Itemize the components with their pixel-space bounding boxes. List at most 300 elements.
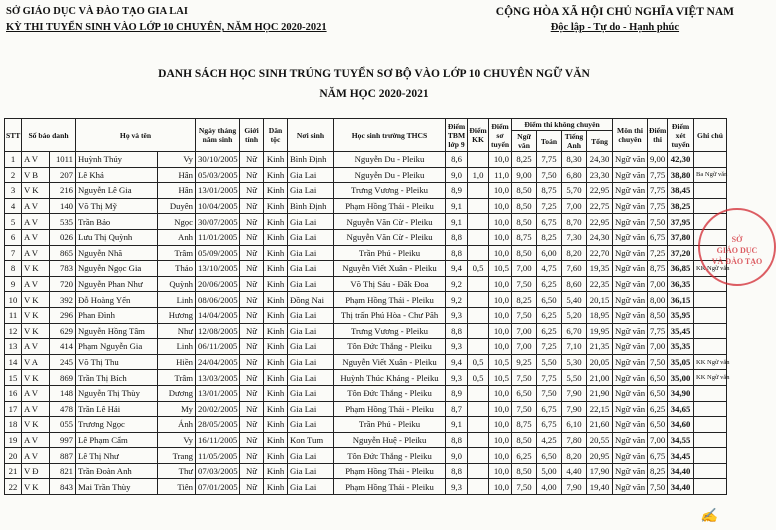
cell-sex: Nữ — [240, 214, 264, 230]
cell-note — [694, 292, 727, 308]
cell-sbd_a: V B — [22, 167, 50, 183]
cell-kk — [468, 463, 489, 479]
cell-eng: 5,40 — [562, 292, 587, 308]
cell-math: 7,75 — [537, 370, 562, 386]
cell-note — [694, 183, 727, 199]
cell-lit: 6,25 — [512, 448, 537, 464]
cell-dob: 13/10/2005 — [196, 261, 240, 277]
cell-sum: 18,95 — [587, 307, 613, 323]
cell-prelim: 10,0 — [489, 214, 512, 230]
cell-dob: 12/08/2005 — [196, 323, 240, 339]
cell-prelim: 10,0 — [489, 292, 512, 308]
cell-dob: 28/05/2005 — [196, 417, 240, 433]
cell-ethnic: Kinh — [264, 214, 288, 230]
cell-total: 38,45 — [668, 183, 694, 199]
cell-kk: 0,5 — [468, 370, 489, 386]
cell-subj: Ngữ văn — [613, 167, 648, 183]
cell-sum: 22,75 — [587, 198, 613, 214]
cell-eng: 8,70 — [562, 214, 587, 230]
cell-sex: Nữ — [240, 229, 264, 245]
cell-total: 34,45 — [668, 448, 694, 464]
cell-subj: Ngữ văn — [613, 307, 648, 323]
cell-stt: 16 — [5, 385, 22, 401]
cell-last: Như — [158, 323, 196, 339]
cell-spec: 7,50 — [648, 214, 668, 230]
cell-place: Gia Lai — [288, 183, 334, 199]
cell-lit: 8,75 — [512, 417, 537, 433]
cell-place: Gia Lai — [288, 214, 334, 230]
cell-lit: 8,75 — [512, 229, 537, 245]
cell-kk — [468, 401, 489, 417]
cell-subj: Ngữ văn — [613, 339, 648, 355]
cell-ethnic: Kinh — [264, 463, 288, 479]
cell-ethnic: Kinh — [264, 167, 288, 183]
cell-lit: 8,50 — [512, 214, 537, 230]
col-prelim: Điểm sơ tuyển — [489, 119, 512, 152]
cell-ethnic: Kinh — [264, 354, 288, 370]
cell-kk: 1,0 — [468, 167, 489, 183]
col-eng: Tiếng Anh — [562, 131, 587, 152]
cell-dob: 13/01/2005 — [196, 183, 240, 199]
cell-last: Hiền — [158, 354, 196, 370]
cell-math: 6,25 — [537, 323, 562, 339]
cell-sex: Nữ — [240, 385, 264, 401]
cell-note — [694, 417, 727, 433]
cell-last: Thư — [158, 463, 196, 479]
cell-last: Ánh — [158, 417, 196, 433]
cell-school: Nguyễn Văn Cừ - Pleiku — [334, 229, 446, 245]
col-sbd: Số báo danh — [22, 119, 76, 152]
cell-sbd_b: 1011 — [50, 152, 76, 168]
cell-ethnic: Kinh — [264, 229, 288, 245]
cell-sbd_b: 026 — [50, 229, 76, 245]
cell-sum: 19,40 — [587, 479, 613, 495]
cell-school: Trưng Vương - Pleiku — [334, 183, 446, 199]
cell-stt: 17 — [5, 401, 22, 417]
cell-school: Phạm Hồng Thái - Pleiku — [334, 198, 446, 214]
cell-spec: 6,25 — [648, 401, 668, 417]
cell-stt: 10 — [5, 292, 22, 308]
table-row — [5, 463, 727, 479]
table-row — [5, 401, 727, 417]
cell-spec: 8,75 — [648, 261, 668, 277]
cell-gpa: 9,4 — [446, 261, 468, 277]
cell-ethnic: Kinh — [264, 479, 288, 495]
cell-eng: 4,40 — [562, 463, 587, 479]
cell-sbd_b: 720 — [50, 276, 76, 292]
cell-last: My — [158, 401, 196, 417]
cell-sbd_b: 478 — [50, 401, 76, 417]
cell-total: 38,25 — [668, 198, 694, 214]
cell-gpa: 9,0 — [446, 167, 468, 183]
cell-total: 42,30 — [668, 152, 694, 168]
cell-spec: 7,00 — [648, 432, 668, 448]
cell-ethnic: Kinh — [264, 323, 288, 339]
cell-spec: 7,75 — [648, 167, 668, 183]
table-row — [5, 339, 727, 355]
cell-spec: 7,00 — [648, 339, 668, 355]
cell-lit: 9,25 — [512, 354, 537, 370]
cell-note — [694, 307, 727, 323]
cell-sbd_a: V K — [22, 370, 50, 386]
cell-kk: 0,5 — [468, 261, 489, 277]
col-total: Điểm xét tuyển — [668, 119, 694, 152]
cell-last: Dương — [158, 385, 196, 401]
cell-total: 34,40 — [668, 463, 694, 479]
cell-school: Nguyễn Viết Xuân - Pleiku — [334, 261, 446, 277]
cell-lit: 8,25 — [512, 292, 537, 308]
table-row — [5, 417, 727, 433]
col-lit: Ngữ văn — [512, 131, 537, 152]
cell-total: 37,80 — [668, 229, 694, 245]
cell-school: Trần Phú - Pleiku — [334, 417, 446, 433]
cell-first: Nguyễn Ngọc Gia — [76, 261, 158, 277]
cell-sbd_a: A V — [22, 339, 50, 355]
cell-note — [694, 401, 727, 417]
cell-last: Vy — [158, 432, 196, 448]
cell-sbd_a: A V — [22, 276, 50, 292]
table-row — [5, 198, 727, 214]
cell-sbd_a: A V — [22, 401, 50, 417]
cell-first: Lê Phạm Cẩm — [76, 432, 158, 448]
table-row — [5, 183, 727, 199]
cell-sex: Nữ — [240, 307, 264, 323]
exam-name: KỲ THI TUYỂN SINH VÀO LỚP 10 CHUYÊN, NĂM HỌC 2020-2021 — [6, 22, 327, 33]
cell-sum: 20,55 — [587, 432, 613, 448]
cell-sbd_a: A V — [22, 198, 50, 214]
signature-mark: ✍ — [700, 509, 718, 524]
cell-sex: Nữ — [240, 463, 264, 479]
cell-total: 35,35 — [668, 339, 694, 355]
cell-kk — [468, 479, 489, 495]
cell-total: 37,95 — [668, 214, 694, 230]
cell-lit: 7,50 — [512, 370, 537, 386]
cell-dob: 16/11/2005 — [196, 432, 240, 448]
cell-gpa: 9,3 — [446, 479, 468, 495]
cell-total: 36,15 — [668, 292, 694, 308]
cell-sbd_b: 207 — [50, 167, 76, 183]
cell-math: 6,75 — [537, 417, 562, 433]
cell-lit: 8,50 — [512, 245, 537, 261]
cell-eng: 6,80 — [562, 167, 587, 183]
cell-first: Trần Bảo — [76, 214, 158, 230]
cell-stt: 8 — [5, 261, 22, 277]
cell-note — [694, 479, 727, 495]
cell-place: Gia Lai — [288, 339, 334, 355]
cell-kk — [468, 448, 489, 464]
cell-school: Trưng Vương - Pleiku — [334, 323, 446, 339]
cell-sbd_b: 055 — [50, 417, 76, 433]
cell-total: 35,45 — [668, 323, 694, 339]
cell-eng: 6,70 — [562, 323, 587, 339]
cell-sbd_b: 296 — [50, 307, 76, 323]
cell-ethnic: Kinh — [264, 432, 288, 448]
cell-school: Phạm Hồng Thái - Pleiku — [334, 401, 446, 417]
cell-kk — [468, 245, 489, 261]
cell-place: Gia Lai — [288, 307, 334, 323]
cell-total: 36,35 — [668, 276, 694, 292]
cell-subj: Ngữ văn — [613, 370, 648, 386]
cell-ethnic: Kinh — [264, 292, 288, 308]
cell-subj: Ngữ văn — [613, 152, 648, 168]
cell-math: 7,50 — [537, 167, 562, 183]
cell-total: 34,90 — [668, 385, 694, 401]
cell-eng: 8,60 — [562, 276, 587, 292]
cell-prelim: 11,0 — [489, 167, 512, 183]
cell-sbd_a: A V — [22, 229, 50, 245]
student-table — [4, 118, 730, 495]
cell-note — [694, 463, 727, 479]
cell-prelim: 10,0 — [489, 229, 512, 245]
table-row — [5, 261, 727, 277]
cell-first: Trần Thị Bích — [76, 370, 158, 386]
cell-spec: 9,00 — [648, 152, 668, 168]
cell-dob: 11/05/2005 — [196, 448, 240, 464]
cell-ethnic: Kinh — [264, 183, 288, 199]
cell-spec: 8,00 — [648, 292, 668, 308]
cell-prelim: 10,0 — [489, 323, 512, 339]
cell-kk — [468, 385, 489, 401]
cell-stt: 22 — [5, 479, 22, 495]
cell-stt: 1 — [5, 152, 22, 168]
cell-sbd_b: 783 — [50, 261, 76, 277]
cell-dob: 05/09/2005 — [196, 245, 240, 261]
cell-stt: 19 — [5, 432, 22, 448]
cell-stt: 9 — [5, 276, 22, 292]
cell-eng: 7,80 — [562, 432, 587, 448]
cell-note — [694, 385, 727, 401]
cell-prelim: 10,0 — [489, 385, 512, 401]
cell-sum: 22,95 — [587, 183, 613, 199]
cell-first: Võ Thị Mỹ — [76, 198, 158, 214]
cell-math: 6,25 — [537, 276, 562, 292]
cell-total: 34,60 — [668, 417, 694, 433]
cell-sbd_a: V K — [22, 183, 50, 199]
cell-ethnic: Kinh — [264, 198, 288, 214]
cell-subj: Ngữ văn — [613, 401, 648, 417]
cell-note: KK Ngữ văn — [694, 370, 727, 386]
col-note: Ghi chú — [694, 119, 727, 152]
cell-place: Gia Lai — [288, 401, 334, 417]
cell-eng: 8,30 — [562, 152, 587, 168]
cell-sum: 22,15 — [587, 401, 613, 417]
cell-math: 4,75 — [537, 261, 562, 277]
cell-prelim: 10,0 — [489, 401, 512, 417]
table-row — [5, 229, 727, 245]
cell-spec: 6,75 — [648, 448, 668, 464]
cell-eng: 5,20 — [562, 307, 587, 323]
cell-spec: 8,50 — [648, 307, 668, 323]
cell-school: Tôn Đức Thắng - Pleiku — [334, 339, 446, 355]
cell-gpa: 9,0 — [446, 448, 468, 464]
cell-subj: Ngữ văn — [613, 214, 648, 230]
table-row — [5, 245, 727, 261]
header-right — [496, 4, 734, 36]
cell-eng: 7,60 — [562, 261, 587, 277]
cell-sum: 20,05 — [587, 354, 613, 370]
cell-school: Phạm Hồng Thái - Pleiku — [334, 479, 446, 495]
cell-ethnic: Kinh — [264, 245, 288, 261]
cell-ethnic: Kinh — [264, 307, 288, 323]
cell-first: Lưu Thị Quỳnh — [76, 229, 158, 245]
stamp-line-2: GIÁO DỤC — [716, 246, 758, 255]
cell-subj: Ngữ văn — [613, 323, 648, 339]
cell-first: Mai Trần Thùy — [76, 479, 158, 495]
cell-last: Hân — [158, 167, 196, 183]
cell-sbd_a: V K — [22, 479, 50, 495]
cell-prelim: 10,0 — [489, 307, 512, 323]
cell-prelim: 10,0 — [489, 463, 512, 479]
cell-first: Đỗ Hoàng Yến — [76, 292, 158, 308]
cell-sex: Nữ — [240, 417, 264, 433]
cell-math: 4,00 — [537, 479, 562, 495]
cell-spec: 7,25 — [648, 245, 668, 261]
cell-dob: 05/03/2005 — [196, 167, 240, 183]
cell-subj: Ngữ văn — [613, 354, 648, 370]
cell-place: Gia Lai — [288, 245, 334, 261]
cell-prelim: 10,0 — [489, 276, 512, 292]
cell-kk — [468, 214, 489, 230]
cell-subj: Ngữ văn — [613, 448, 648, 464]
cell-gpa: 9,1 — [446, 417, 468, 433]
cell-total: 34,65 — [668, 401, 694, 417]
cell-math: 8,25 — [537, 229, 562, 245]
cell-last: Trâm — [158, 370, 196, 386]
cell-spec: 7,50 — [648, 479, 668, 495]
header-left — [6, 4, 327, 36]
cell-math: 7,50 — [537, 385, 562, 401]
table-row — [5, 479, 727, 495]
cell-stt: 2 — [5, 167, 22, 183]
cell-sbd_a: A V — [22, 385, 50, 401]
cell-gpa: 9,1 — [446, 214, 468, 230]
cell-place: Gia Lai — [288, 463, 334, 479]
cell-place: Đồng Nai — [288, 292, 334, 308]
cell-math: 6,25 — [537, 307, 562, 323]
cell-first: Trần Đoàn Anh — [76, 463, 158, 479]
table-body — [5, 152, 730, 495]
cell-sbd_a: V A — [22, 354, 50, 370]
cell-sbd_a: V Đ — [22, 463, 50, 479]
cell-kk — [468, 339, 489, 355]
cell-math: 7,25 — [537, 339, 562, 355]
cell-ethnic: Kinh — [264, 261, 288, 277]
cell-eng: 7,10 — [562, 339, 587, 355]
cell-school: Nguyễn Văn Cừ - Pleiku — [334, 214, 446, 230]
cell-gpa: 9,4 — [446, 354, 468, 370]
cell-math: 7,25 — [537, 198, 562, 214]
cell-subj: Ngữ văn — [613, 245, 648, 261]
cell-dob: 07/03/2005 — [196, 463, 240, 479]
cell-stt: 3 — [5, 183, 22, 199]
cell-sex: Nữ — [240, 401, 264, 417]
cell-lit: 7,00 — [512, 261, 537, 277]
cell-spec: 6,75 — [648, 229, 668, 245]
cell-note — [694, 152, 727, 168]
table-row — [5, 214, 727, 230]
cell-sbd_b: 997 — [50, 432, 76, 448]
cell-sbd_a: V K — [22, 307, 50, 323]
col-name: Họ và tên — [76, 119, 196, 152]
cell-math: 5,50 — [537, 354, 562, 370]
cell-sum: 21,00 — [587, 370, 613, 386]
cell-school: Thị trấn Phú Hòa - Chư Păh — [334, 307, 446, 323]
cell-sbd_b: 865 — [50, 245, 76, 261]
cell-prelim: 10,5 — [489, 370, 512, 386]
cell-sum: 24,30 — [587, 229, 613, 245]
cell-sbd_b: 843 — [50, 479, 76, 495]
cell-subj: Ngữ văn — [613, 198, 648, 214]
cell-note — [694, 432, 727, 448]
cell-first: Nguyễn Thị Thùy — [76, 385, 158, 401]
cell-subj: Ngữ văn — [613, 292, 648, 308]
cell-first: Lê Khả — [76, 167, 158, 183]
cell-kk — [468, 323, 489, 339]
cell-eng: 5,50 — [562, 370, 587, 386]
cell-dob: 08/06/2005 — [196, 292, 240, 308]
cell-place: Gia Lai — [288, 261, 334, 277]
cell-last: Trâm — [158, 245, 196, 261]
cell-sum: 20,95 — [587, 448, 613, 464]
cell-sbd_a: A V — [22, 245, 50, 261]
cell-sbd_a: V K — [22, 323, 50, 339]
cell-dob: 10/04/2005 — [196, 198, 240, 214]
cell-total: 35,00 — [668, 370, 694, 386]
cell-gpa: 8,9 — [446, 183, 468, 199]
cell-sum: 22,35 — [587, 276, 613, 292]
cell-stt: 6 — [5, 229, 22, 245]
cell-sbd_a: V K — [22, 261, 50, 277]
cell-kk — [468, 417, 489, 433]
cell-lit: 8,50 — [512, 463, 537, 479]
cell-eng: 8,20 — [562, 448, 587, 464]
cell-sbd_a: A V — [22, 152, 50, 168]
cell-note — [694, 339, 727, 355]
cell-kk — [468, 432, 489, 448]
cell-sex: Nữ — [240, 370, 264, 386]
cell-sbd_b: 392 — [50, 292, 76, 308]
cell-sum: 20,15 — [587, 292, 613, 308]
cell-kk — [468, 276, 489, 292]
cell-total: 36,85 — [668, 261, 694, 277]
cell-last: Duyên — [158, 198, 196, 214]
cell-place: Gia Lai — [288, 385, 334, 401]
cell-first: Võ Thị Thu — [76, 354, 158, 370]
col-sex: Giới tính — [240, 119, 264, 152]
cell-sum: 21,35 — [587, 339, 613, 355]
cell-sbd_b: 216 — [50, 183, 76, 199]
cell-note: Ba Ngữ văn — [694, 167, 727, 183]
cell-math: 6,50 — [537, 292, 562, 308]
cell-sbd_b: 535 — [50, 214, 76, 230]
cell-stt: 4 — [5, 198, 22, 214]
cell-ethnic: Kinh — [264, 448, 288, 464]
cell-dob: 13/03/2005 — [196, 370, 240, 386]
cell-math: 7,75 — [537, 152, 562, 168]
col-sum: Tổng — [587, 131, 613, 152]
cell-place: Gia Lai — [288, 370, 334, 386]
cell-prelim: 10,0 — [489, 152, 512, 168]
cell-spec: 7,00 — [648, 276, 668, 292]
cell-last: Thảo — [158, 261, 196, 277]
col-stt: STT — [5, 119, 22, 152]
cell-eng: 5,30 — [562, 354, 587, 370]
cell-gpa: 8,8 — [446, 432, 468, 448]
cell-sum: 22,70 — [587, 245, 613, 261]
cell-note — [694, 448, 727, 464]
cell-stt: 20 — [5, 448, 22, 464]
cell-ethnic: Kinh — [264, 276, 288, 292]
